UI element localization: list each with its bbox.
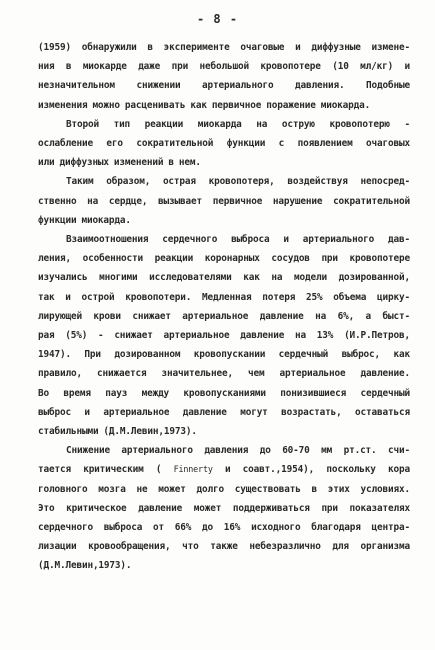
text-line: функции миокарда. (38, 214, 131, 226)
text-line: ления, особенности реакции коронарных сосудов при кровопотере (38, 253, 410, 265)
text-fragment: и соавт.,1954), поскольку кора (212, 464, 410, 476)
text-line: Снижение артериального давления до 60-70 мм рт.ст. счи- (66, 445, 410, 457)
text-line: ослабление его сократительной функции с появлением очаговых (38, 137, 410, 149)
text-line: (1959) обнаружили в эксперименте очаговые и диффузные измене- (38, 42, 410, 53)
text-line: лизации кровообращения, что также небезразлично для организма (38, 541, 410, 553)
text-line: изучались многими исследователями как на модели дозированной, (38, 272, 410, 284)
page-number: - 8 - (196, 12, 239, 26)
text-line: Второй тип реакции миокарда на острую кровопотерю - (66, 118, 410, 130)
paragraph-2 (38, 115, 410, 173)
text-line: 1947). При дозированном кровопускании сердечный выброс, как (38, 349, 410, 361)
paragraph-1 (38, 38, 410, 115)
latin-author-name: Finnerty (173, 464, 213, 475)
paragraph-3 (38, 172, 410, 230)
text-line: (Д.М.Левин,1973). (38, 560, 132, 572)
text-line: Это критическое давление может поддерживаться при показателях (38, 502, 410, 514)
text-line: ственно на сердце, вызывает первичное нарушение сократительной (38, 195, 410, 207)
text-line: ния в миокарде даже при небольшой кровопотере (10 мл/кг) и (38, 61, 410, 73)
text-line: правило, снижается значительнее, чем артериальное давление. (38, 368, 410, 380)
text-line: головного мозга не может долго существовать в этих условиях. (38, 483, 410, 495)
text-line: незначительном снижении артериального давления. Подобные (38, 80, 410, 92)
text-fragment: тается критическим ( (38, 464, 174, 476)
text-line: Таким образом, острая кровопотеря, воздействуя непосред- (66, 176, 410, 188)
text-line: Во время пауз между кровопусканиями понизившиеся сердечный (38, 387, 410, 399)
text-line: выброс и артериальное давление могут возрастать, оставаться (38, 406, 410, 418)
text-line: стабильными (Д.М.Левин,1973). (38, 425, 197, 437)
text-line: Взаимоотношения сердечного выброса и артериального дав- (66, 234, 410, 245)
text-line: лирующей крови снижает артериальное давление на 6%, а быст- (38, 310, 410, 322)
text-line-citation (38, 460, 410, 479)
text-line: или диффузных изменений в нем. (38, 157, 201, 169)
text-line: изменения можно расценивать как первичное поражение миокарда. (38, 99, 371, 111)
text-line: так и острой кровопотери. Медленная потеря 25% объема цирку- (38, 291, 410, 303)
text-line: рая (5%) - снижает артериальное давление на 13% (И.Р.Петров, (38, 329, 410, 341)
paragraph-5 (38, 441, 410, 575)
text-line: сердечного выброса от 66% до 16% исходного благодаря центра- (38, 521, 410, 533)
paragraph-4 (38, 230, 410, 441)
